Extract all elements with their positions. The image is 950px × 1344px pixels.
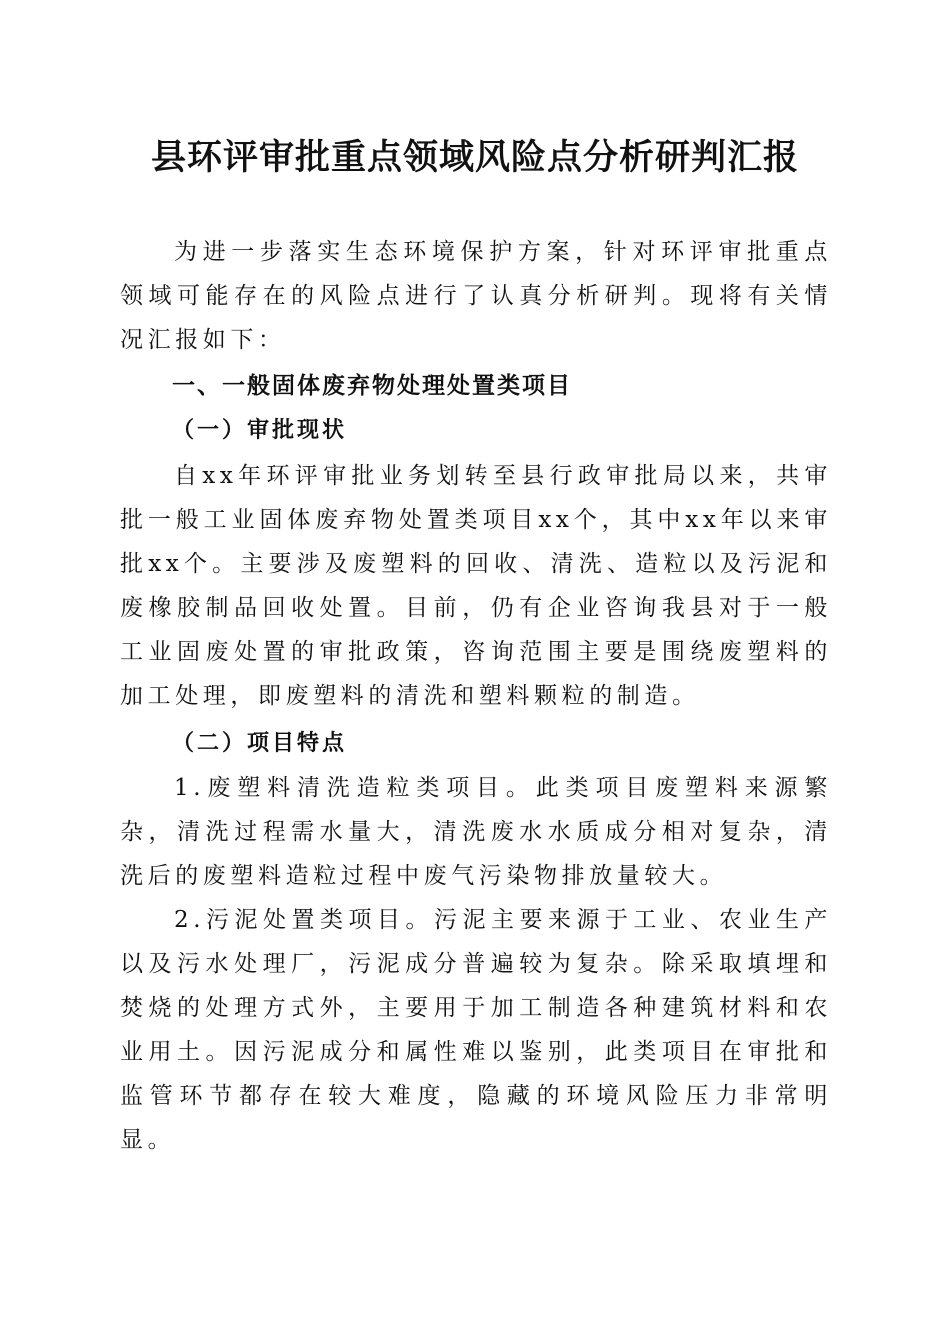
project-feature-item-1: 1.废塑料清洗造粒类项目。此类项目废塑料来源繁杂，清洗过程需水量大，清洗废水水质成分相对复杂，清洗后的废塑料造粒过程中废气污染物排放量较大。 (120, 775, 832, 889)
approval-status-paragraph: 自xx年环评审批业务划转至县行政审批局以来，共审批一般工业固体废弃物处置类项目xx个，其中xx年以来审批xx个。主要涉及废塑料的回收、清洗、造粒以及污泥和废橡胶制品回收处置。目前，仍有企业咨询我县对于一般工业固废处置的审批政策，咨询范围主要是围绕废塑料的加工处理，即废塑料的清洗和塑料颗粒的制造。 (120, 463, 832, 709)
document-title: 县环评审批重点领域风险点分析研判汇报 (150, 137, 799, 178)
intro-paragraph: 为进一步落实生态环境保护方案，针对环评审批重点领域可能存在的风险点进行了认真分析研判。现将有关情况汇报如下： (120, 239, 832, 353)
project-feature-item-2: 2.污泥处置类项目。污泥主要来源于工业、农业生产以及污水处理厂，污泥成分普遍较为复杂。除采取填埋和焚烧的处理方式外，主要用于加工制造各种建筑材料和农业用土。因污泥成分和属性难以鉴别，此类项目在审批和监管环节都存在较大难度，隐藏的环境风险压力非常明显。 (120, 907, 832, 1153)
subsection-heading-1: （一）审批现状 (172, 417, 348, 443)
section-heading-1: 一、一般固体废弃物处理处置类项目 (172, 373, 572, 399)
subsection-heading-2: （二）项目特点 (172, 730, 348, 756)
